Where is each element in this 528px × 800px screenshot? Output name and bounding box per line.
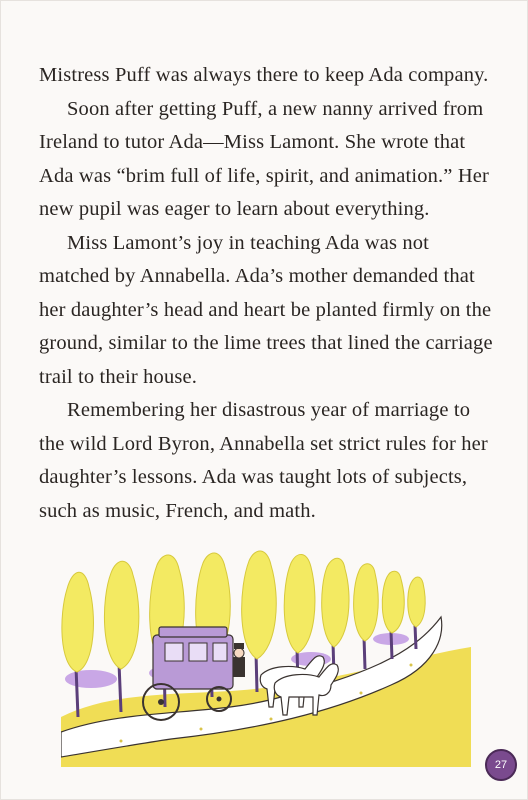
- body-text: [39, 59, 499, 528]
- paragraph-1: Mistress Puff was always there to keep Ada company.: [39, 64, 489, 86]
- carriage-illustration: [61, 547, 471, 767]
- page-number-badge: 27: [485, 749, 517, 781]
- paragraph-2: Soon after getting Puff, a new nanny arrived from Ireland to tutor Ada—Miss Lamont. She wrote that Ada was “brim full of life, spirit, and animation.” Her new pupil was eager to learn about everything.: [39, 97, 490, 220]
- paragraph-3: Miss Lamont’s joy in teaching Ada was not matched by Annabella. Ada’s mother demanded that her daughter’s head and heart be planted firmly on the ground, similar to the lime trees that lined the carriage trail to their house.: [39, 231, 493, 388]
- paragraph-4: Remembering her disastrous year of marriage to the wild Lord Byron, Annabella set strict rules for her daughter’s lessons. Ada was taught lots of subjects, such as music, French, and math.: [39, 399, 488, 522]
